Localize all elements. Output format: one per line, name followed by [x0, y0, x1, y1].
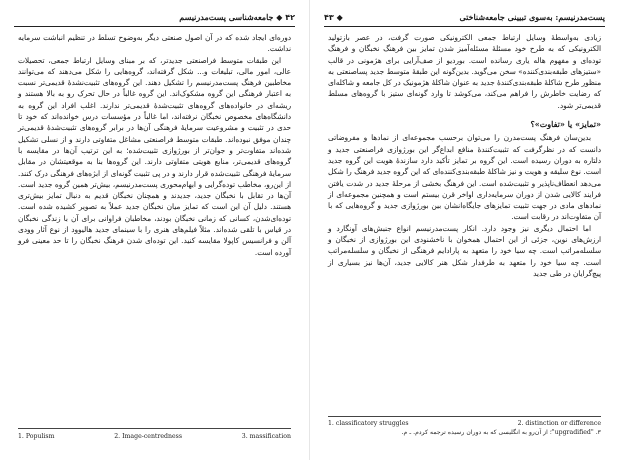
- left-header-separator: ◆: [276, 12, 283, 22]
- footnote-image-centredness: 2. Image-centredness: [114, 433, 182, 440]
- left-paragraph-2: این طبقات متوسط فراصنعتی جدیدتر، که بر مبنای وسایل ارتباط جمعی، تحصیلات عالی، امور مالی، تبلیغات و... شکل گرفته‌اند، گروه‌هایی را شکل می‌دهند که می‌توانند مخاطبین فرهنگ پست‌مدرنیسم را تشکیل دهند. این گروه‌های تثبیت‌نشدهٔ قدیمی‌تر نسبت به اعتبار فرهنگی این گروه مشکوک‌اند. این گروه غالباً در حال تحرک رو به بالا هستند و ریشه‌ای در خانواده‌های گروه‌های تثبیت‌شدهٔ قدیمی‌تر ندارند. اغلب افراد این گروه به دانشگاه‌های مخصوص نخبگان نرفته‌اند، اما غالباً در مؤسسات درس خوانده‌اند که خود تا حدی در تثبیت و مشروعیت سرمایهٔ فرهنگی آن‌ها در برابر گروه‌های تثبیت‌شدهٔ قدیمی‌تر چندان موفق نبوده‌اند. طبقات متوسط فراصنعتی مشاغل متفاوتی دارند و از نسلی تشکیل شده‌اند متفاوت‌تر و جوان‌تر از بورژوازی تثبیت‌شده؛ به این ترتیب آن‌ها در مقایسه با گروه‌های قدیمی‌تر، منابع هویتی متفاوتی دارند. این گروه‌ها بنا به موقعیتشان در مقابل سرمایهٔ فرهنگی تثبیت‌شده قرار دارند و در پی تثبیت گونه‌ای از ابژه‌های فرهنگی درک کنند. از این‌رو، مخاطب توده‌گرایی و ابهام‌محوری پست‌مدرنیسم، بیش‌تر همین گروه جدید است. آن‌ها در تقابل با نخبگان جدید، جدیدند و همچنان نخبگان قدیم به دنبال تمایز بیش‌تری هستند. دلیل آن این است که تمایز میان نخبگان جدید عملاً به تصویر کشیده شده است. توده‌ای‌شدن، کسانی که زمانی نخبگان بودند، مخاطبان فراوانی برای آن با زندگی نخبگان در قیاس با تلقی شده‌اند. مثلاً فیلم‌های هنری را با سینمای جدید هالیوود از نوع آثار وودی آلن و فرانسیس کاپولا مقایسه کنید. این توده‌ای شدن فرهنگ نخبگان را تا حد معینی فرو آورده است.: [18, 55, 291, 257]
- left-header-rule: [14, 26, 295, 27]
- right-page-header: [324, 10, 605, 24]
- right-page-body: [328, 32, 601, 279]
- left-page-body: [18, 32, 291, 258]
- right-paragraph-3: اما احتمال دیگری نیز وجود دارد. انکار پست‌مدرنیسم انواع جنبش‌های آونگارد و ارزش‌های نوین، جزئی از این احتمال همخوان با ناخشنودی این بورژوازی از نخبگان و سلسله‌مراتب است. چه سیا خود را متعهد به پارادایم فرهنگی از نخبگان و سلسله‌مراتب است. چه سیا خود را متعهد به طرفدار شکل هنر کالایی جدید، آن‌ها نیز بسیاری از پیچ‌گرایان در طی جدید: [328, 223, 601, 278]
- right-header-separator: ◆: [336, 12, 343, 22]
- left-footnote-rule: [18, 428, 291, 429]
- right-paragraph-2: بدین‌سان فرهنگ پست‌مدرن را می‌توان برحسب مجموعه‌ای از نمادها و مفروضاتی دانست که در نظرگرفت که تثبیت‌کنندهٔ منافع ابداع‌گر این بورژوازی فراصنعتی جدید و دلتاره به دوران رسیده است. این گروه بر تمایز تأکید دارد سازندهٔ هویت این گروه جدید است. نوع سلیقه و هویت و نیز شاکلهٔ طبقه‌بندی‌کننده‌ای که این گروه جدید فرهنگ را شکل می‌دهد انعطاف‌ناپذیر و تثبیت‌شده است. این فرهنگ بخشی از مرحلهٔ جدید در شدت یافتن فرایند کالایی شدن از دوران سرمایه‌داری اواخر قرن بیستم است و همچنین مجموعه‌ای از نمادهای مادی در جهت تثبیت تمایزهای جایگاه‌انشان بین بورژوازی جدید و گروه‌هایی که با آن متفاوت‌اند در رقابت است.: [328, 133, 601, 222]
- left-running-title: جامعه‌شناسی پست‌مدرنیسم: [179, 12, 274, 22]
- left-header-page-group: [179, 12, 295, 22]
- right-header-rule: [324, 26, 605, 27]
- right-page: [310, 0, 619, 460]
- footnote-distinction-or-difference: 2. distinction or difference: [517, 420, 601, 427]
- right-header-page-group: [324, 12, 343, 22]
- left-footnotes: [18, 433, 291, 440]
- footnote-upgradified: ۳. "upgradified"؛ از آن‌رو به انگلیسی که به دوران رسیده ترجمه کردم. ـ م.: [401, 429, 601, 436]
- left-page: [0, 0, 309, 460]
- left-page-header: [14, 10, 295, 24]
- right-footnotes: [328, 420, 601, 436]
- footnote-classificatory-struggles: 1. classificatory struggles: [328, 420, 409, 427]
- right-paragraph-1: زیادی به‌واسطهٔ وسایل ارتباط جمعی الکترونیکی صورت گرفت، در عصر بازتولید الکترونیکی که به طرح خود مسئلهٔ مسئله‌آمیز شدن تمایز بین فرهنگ نخبگان و فرهنگ توده‌ای و مفهوم هاله یاری رسانده است. بوردیو از صف‌آرایی برای هژمونی در قالب «ستیزهای طبقه‌بندی‌کننده» سخن می‌گوید. بدین‌گونه این طبقهٔ متوسط جدید پسا‌صنعتی به منظور طرح شاکلهٔ طبقه‌بندی‌کنندهٔ جدید به عنوان شاکلهٔ هژمونیک در کل جامعه و شاکله‌ای که رضایت خاطرش را فراهم می‌کند، می‌کوشد تا وارد گونه‌ای ستیز با گروه‌های مسلط قدیمی‌تر شود.: [328, 33, 601, 110]
- right-running-title: پست‌مدرنیسم: به‌سوی تبیینی جامعه‌شناختی: [459, 12, 605, 22]
- footnote-massification: 3. massification: [241, 433, 291, 440]
- section-heading-distinction-or-difference: «تمایز» یا «تفاوت»؟: [530, 119, 601, 130]
- right-footnote-rule: [328, 416, 601, 417]
- right-page-number: ۴۳: [324, 13, 334, 22]
- left-page-number: ۴۲: [285, 13, 295, 22]
- footnote-populism: 1. Populism: [18, 433, 55, 440]
- left-paragraph-1: دوره‌ای ایجاد شده که در آن اصول صنعتی دیگر به‌وضوح تسلط در تنظیم انباشت سرمایه نداشت.: [18, 33, 291, 54]
